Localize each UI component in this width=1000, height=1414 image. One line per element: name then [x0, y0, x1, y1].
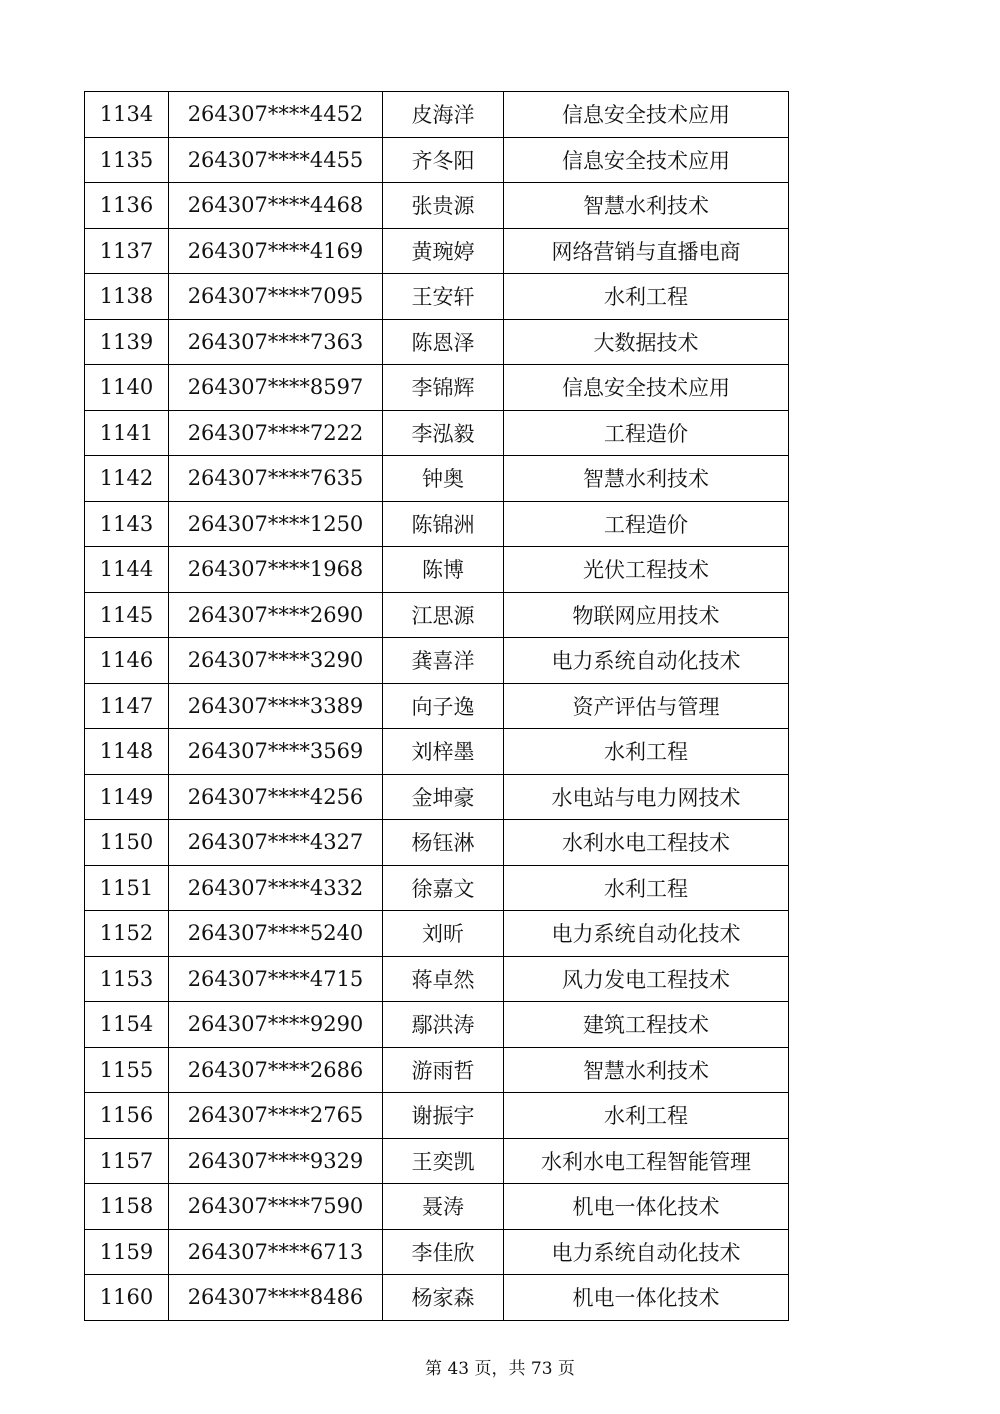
- major-cell: 风力发电工程技术: [504, 956, 789, 1002]
- row-number-cell: 1140: [85, 365, 169, 411]
- id-number-cell: 264307****6713: [169, 1229, 383, 1275]
- row-number-cell: 1148: [85, 729, 169, 775]
- major-cell: 智慧水利技术: [504, 1047, 789, 1093]
- id-number-cell: 264307****9329: [169, 1138, 383, 1184]
- major-cell: 水利工程: [504, 1093, 789, 1139]
- name-cell: 江思源: [383, 592, 504, 638]
- table-row: [85, 774, 789, 820]
- id-number-cell: 264307****4452: [169, 92, 383, 138]
- id-number-cell: 264307****4169: [169, 228, 383, 274]
- name-cell: 金坤豪: [383, 774, 504, 820]
- row-number-cell: 1138: [85, 274, 169, 320]
- row-number-cell: 1159: [85, 1229, 169, 1275]
- row-number-cell: 1141: [85, 410, 169, 456]
- major-cell: 信息安全技术应用: [504, 365, 789, 411]
- id-number-cell: 264307****7635: [169, 456, 383, 502]
- id-number-cell: 264307****3569: [169, 729, 383, 775]
- major-cell: 水利工程: [504, 865, 789, 911]
- table-row: [85, 501, 789, 547]
- name-cell: 杨钰淋: [383, 820, 504, 866]
- id-number-cell: 264307****4468: [169, 183, 383, 229]
- table-row: [85, 820, 789, 866]
- row-number-cell: 1152: [85, 911, 169, 957]
- major-cell: 水利工程: [504, 274, 789, 320]
- row-number-cell: 1144: [85, 547, 169, 593]
- row-number-cell: 1147: [85, 683, 169, 729]
- id-number-cell: 264307****1968: [169, 547, 383, 593]
- row-number-cell: 1151: [85, 865, 169, 911]
- roster-table-container: [84, 91, 789, 1321]
- table-row: [85, 865, 789, 911]
- major-cell: 智慧水利技术: [504, 456, 789, 502]
- name-cell: 鄢洪涛: [383, 1002, 504, 1048]
- major-cell: 水利水电工程智能管理: [504, 1138, 789, 1184]
- id-number-cell: 264307****3290: [169, 638, 383, 684]
- id-number-cell: 264307****3389: [169, 683, 383, 729]
- row-number-cell: 1155: [85, 1047, 169, 1093]
- id-number-cell: 264307****2690: [169, 592, 383, 638]
- id-number-cell: 264307****7095: [169, 274, 383, 320]
- roster-table: [84, 91, 789, 1321]
- table-row: [85, 911, 789, 957]
- row-number-cell: 1156: [85, 1093, 169, 1139]
- major-cell: 工程造价: [504, 410, 789, 456]
- major-cell: 智慧水利技术: [504, 183, 789, 229]
- table-row: [85, 274, 789, 320]
- id-number-cell: 264307****7363: [169, 319, 383, 365]
- major-cell: 水电站与电力网技术: [504, 774, 789, 820]
- id-number-cell: 264307****4327: [169, 820, 383, 866]
- row-number-cell: 1135: [85, 137, 169, 183]
- id-number-cell: 264307****8486: [169, 1275, 383, 1321]
- name-cell: 王奕凯: [383, 1138, 504, 1184]
- row-number-cell: 1153: [85, 956, 169, 1002]
- row-number-cell: 1143: [85, 501, 169, 547]
- table-row: [85, 1138, 789, 1184]
- id-number-cell: 264307****4332: [169, 865, 383, 911]
- major-cell: 机电一体化技术: [504, 1275, 789, 1321]
- id-number-cell: 264307****7590: [169, 1184, 383, 1230]
- major-cell: 信息安全技术应用: [504, 137, 789, 183]
- name-cell: 李泓毅: [383, 410, 504, 456]
- name-cell: 黄琬婷: [383, 228, 504, 274]
- name-cell: 聂涛: [383, 1184, 504, 1230]
- name-cell: 杨家森: [383, 1275, 504, 1321]
- table-row: [85, 638, 789, 684]
- table-row: [85, 410, 789, 456]
- name-cell: 徐嘉文: [383, 865, 504, 911]
- major-cell: 电力系统自动化技术: [504, 911, 789, 957]
- major-cell: 建筑工程技术: [504, 1002, 789, 1048]
- major-cell: 水利水电工程技术: [504, 820, 789, 866]
- table-row: [85, 92, 789, 138]
- id-number-cell: 264307****9290: [169, 1002, 383, 1048]
- row-number-cell: 1139: [85, 319, 169, 365]
- row-number-cell: 1146: [85, 638, 169, 684]
- name-cell: 陈锦洲: [383, 501, 504, 547]
- row-number-cell: 1134: [85, 92, 169, 138]
- name-cell: 陈博: [383, 547, 504, 593]
- name-cell: 向子逸: [383, 683, 504, 729]
- name-cell: 张贵源: [383, 183, 504, 229]
- major-cell: 大数据技术: [504, 319, 789, 365]
- id-number-cell: 264307****4715: [169, 956, 383, 1002]
- name-cell: 李佳欣: [383, 1229, 504, 1275]
- id-number-cell: 264307****2765: [169, 1093, 383, 1139]
- major-cell: 机电一体化技术: [504, 1184, 789, 1230]
- page-footer: 第 43 页，共 73 页: [425, 1359, 575, 1379]
- row-number-cell: 1136: [85, 183, 169, 229]
- id-number-cell: 264307****1250: [169, 501, 383, 547]
- table-row: [85, 729, 789, 775]
- row-number-cell: 1158: [85, 1184, 169, 1230]
- major-cell: 电力系统自动化技术: [504, 638, 789, 684]
- roster-table-body: [85, 92, 789, 1321]
- table-row: [85, 547, 789, 593]
- table-row: [85, 1184, 789, 1230]
- table-row: [85, 1002, 789, 1048]
- id-number-cell: 264307****7222: [169, 410, 383, 456]
- name-cell: 蒋卓然: [383, 956, 504, 1002]
- name-cell: 谢振宇: [383, 1093, 504, 1139]
- row-number-cell: 1157: [85, 1138, 169, 1184]
- name-cell: 刘昕: [383, 911, 504, 957]
- row-number-cell: 1149: [85, 774, 169, 820]
- table-row: [85, 137, 789, 183]
- table-row: [85, 1275, 789, 1321]
- id-number-cell: 264307****2686: [169, 1047, 383, 1093]
- id-number-cell: 264307****4256: [169, 774, 383, 820]
- major-cell: 电力系统自动化技术: [504, 1229, 789, 1275]
- id-number-cell: 264307****5240: [169, 911, 383, 957]
- id-number-cell: 264307****4455: [169, 137, 383, 183]
- major-cell: 物联网应用技术: [504, 592, 789, 638]
- table-row: [85, 1229, 789, 1275]
- row-number-cell: 1150: [85, 820, 169, 866]
- table-row: [85, 1093, 789, 1139]
- major-cell: 水利工程: [504, 729, 789, 775]
- name-cell: 陈恩泽: [383, 319, 504, 365]
- table-row: [85, 319, 789, 365]
- table-row: [85, 183, 789, 229]
- table-row: [85, 683, 789, 729]
- name-cell: 齐冬阳: [383, 137, 504, 183]
- major-cell: 信息安全技术应用: [504, 92, 789, 138]
- table-row: [85, 956, 789, 1002]
- name-cell: 钟奥: [383, 456, 504, 502]
- id-number-cell: 264307****8597: [169, 365, 383, 411]
- row-number-cell: 1142: [85, 456, 169, 502]
- major-cell: 工程造价: [504, 501, 789, 547]
- row-number-cell: 1145: [85, 592, 169, 638]
- row-number-cell: 1137: [85, 228, 169, 274]
- table-row: [85, 456, 789, 502]
- major-cell: 资产评估与管理: [504, 683, 789, 729]
- table-row: [85, 1047, 789, 1093]
- name-cell: 龚喜洋: [383, 638, 504, 684]
- name-cell: 王安轩: [383, 274, 504, 320]
- table-row: [85, 365, 789, 411]
- row-number-cell: 1160: [85, 1275, 169, 1321]
- name-cell: 刘梓墨: [383, 729, 504, 775]
- name-cell: 皮海洋: [383, 92, 504, 138]
- table-row: [85, 592, 789, 638]
- major-cell: 网络营销与直播电商: [504, 228, 789, 274]
- name-cell: 游雨哲: [383, 1047, 504, 1093]
- name-cell: 李锦辉: [383, 365, 504, 411]
- major-cell: 光伏工程技术: [504, 547, 789, 593]
- table-row: [85, 228, 789, 274]
- row-number-cell: 1154: [85, 1002, 169, 1048]
